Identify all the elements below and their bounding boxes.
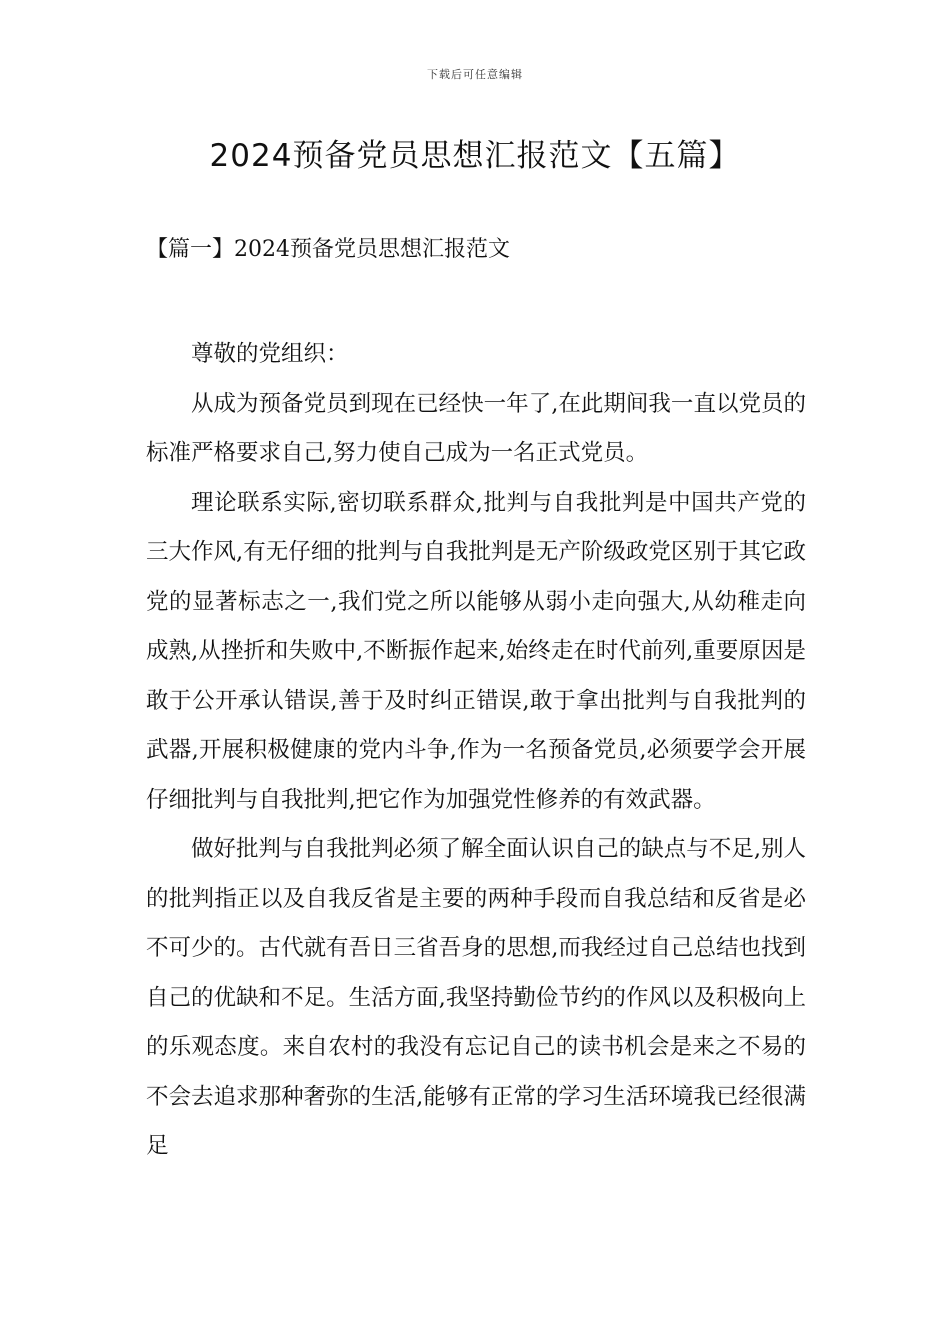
document-body [146, 330, 806, 1172]
header-note: 下载后可任意编辑 [427, 68, 523, 81]
paragraph-2: 理论联系实际,密切联系群众,批判与自我批判是中国共产党的三大作风,有无仔细的批判与自我批判是无产阶级政党区别于其它政党的显著标志之一,我们党之所以能够从弱小走向强大,从幼稚走向成熟,从挫折和失败中,不断振作起来,始终走在时代前列,重要原因是敢于公开承认错误,善于及时纠正错误,敢于拿出批判与自我批判的武器,开展积极健康的党内斗争,作为一名预备党员,必须要学会开展仔细批判与自我批判,把它作为加强党性修养的有效武器。 [146, 489, 806, 813]
salutation: 尊敬的党组织： [191, 341, 349, 367]
section-heading: 【篇一】2024预备党员思想汇报范文 [146, 237, 510, 262]
document-title: 2024预备党员思想汇报范文【五篇】 [209, 138, 741, 174]
paragraph-3: 做好批判与自我批判必须了解全面认识自己的缺点与不足,别人的批判指正以及自我反省是主要的两种手段而自我总结和反省是必不可少的。古代就有吾日三省吾身的思想,而我经过自己总结也找到自己的优缺和不足。生活方面,我坚持勤俭节约的作风以及积极向上的乐观态度。来自农村的我没有忘记自己的读书机会是来之不易的不会去追求那种奢弥的生活,能够有正常的学习生活环境我已经很满足 [146, 836, 806, 1159]
paragraph-1: 从成为预备党员到现在已经快一年了,在此期间我一直以党员的标准严格要求自己,努力使自己成为一名正式党员。 [146, 390, 806, 466]
